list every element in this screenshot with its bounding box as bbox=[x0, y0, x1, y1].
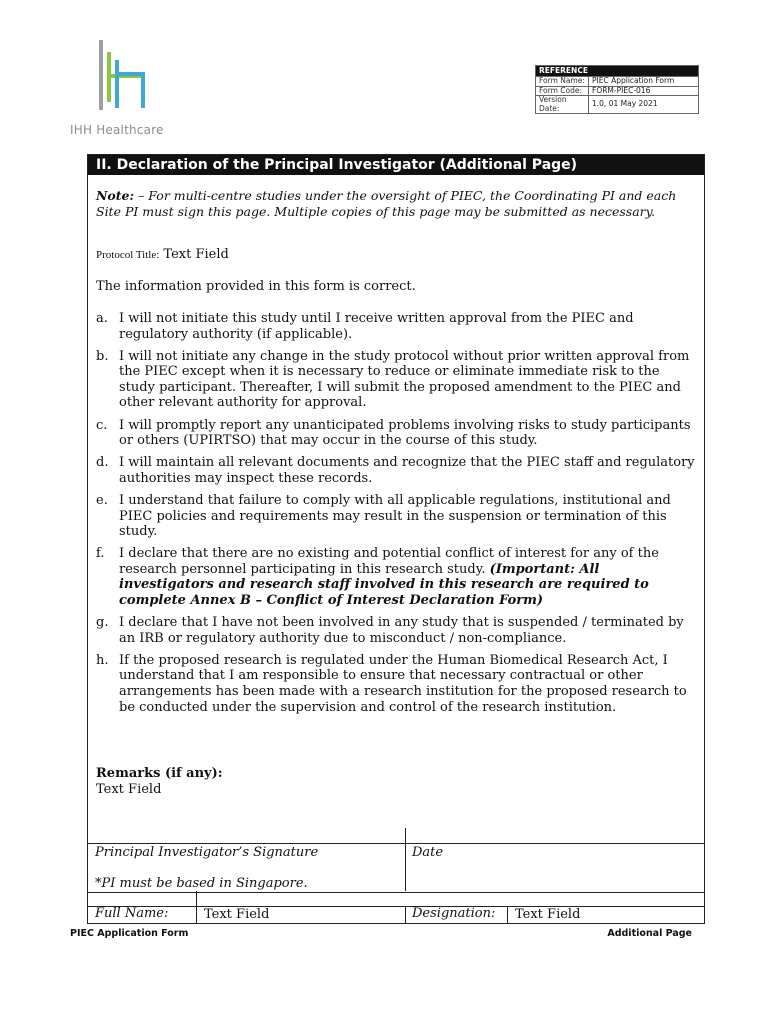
protocol-label: Protocol Title: bbox=[96, 249, 160, 261]
ref-label: Form Name: bbox=[536, 77, 589, 87]
item-text: I will maintain all relevant documents and recognize that the PIEC staff and regulatory authorities may inspect these records. bbox=[119, 455, 695, 486]
item-mark: g. bbox=[96, 615, 109, 631]
logo-text: IHH Healthcare bbox=[70, 123, 164, 137]
ref-label: Form Code: bbox=[536, 86, 589, 96]
item-text: I declare that there are no existing and potential conflict of interest for any of the research personnel participating in this research study. bbox=[119, 546, 659, 577]
protocol-title-field[interactable]: Text Field bbox=[163, 247, 229, 262]
pi-note: *PI must be based in Singapore. bbox=[95, 876, 308, 891]
ref-value: FORM-PIEC-016 bbox=[589, 86, 699, 96]
item-mark: d. bbox=[96, 455, 109, 471]
signature-label: Principal Investigator’s Signature bbox=[95, 845, 319, 860]
ref-value: PIEC Application Form bbox=[589, 77, 699, 87]
designation-label: Designation: bbox=[412, 906, 496, 921]
declaration-list bbox=[96, 311, 696, 722]
statement: The information provided in this form is correct. bbox=[96, 279, 416, 294]
list-item bbox=[96, 493, 696, 540]
declaration-form bbox=[87, 154, 705, 924]
list-item bbox=[96, 311, 696, 342]
item-mark: e. bbox=[96, 492, 108, 508]
divider bbox=[507, 906, 508, 924]
reference-header: REFERENCE bbox=[536, 66, 699, 77]
list-item bbox=[96, 418, 696, 449]
item-text: I declare that I have not been involved in any study that is suspended / terminated by an IRB or regulatory authority due to misconduct / non-compliance. bbox=[119, 615, 684, 646]
full-name-field[interactable]: Text Field bbox=[204, 907, 270, 922]
ref-value: 1.0, 01 May 2021 bbox=[589, 96, 699, 114]
remarks-field[interactable]: Text Field bbox=[96, 782, 162, 797]
item-mark: b. bbox=[96, 348, 109, 364]
reference-box bbox=[535, 65, 699, 114]
name-row bbox=[88, 906, 704, 925]
list-item bbox=[96, 455, 696, 486]
divider bbox=[196, 891, 197, 924]
item-mark: a. bbox=[96, 311, 108, 326]
item-mark: h. bbox=[96, 652, 109, 668]
item-mark: c. bbox=[96, 417, 108, 433]
ref-label: Version Date: bbox=[536, 96, 589, 114]
divider bbox=[405, 906, 406, 924]
note bbox=[96, 188, 696, 219]
footer-page-label: Additional Page bbox=[607, 928, 692, 939]
section-title: II. Declaration of the Principal Investigator (Additional Page) bbox=[88, 155, 704, 175]
divider bbox=[405, 828, 406, 891]
list-item bbox=[96, 546, 696, 608]
list-item bbox=[96, 653, 696, 715]
remarks-label: Remarks (if any): bbox=[96, 766, 223, 781]
item-text: I will not initiate any change in the study protocol without prior written approval from the PIEC except when it is necessary to reduce or eliminate immediate risk to the study participant. Thereafter, I will submit the proposed amendment to the PIEC and other relevant authority for approval. bbox=[119, 348, 690, 411]
list-item bbox=[96, 615, 696, 646]
list-item bbox=[96, 349, 696, 411]
item-text: If the proposed research is regulated under the Human Biomedical Research Act, I understand that I am responsible to ensure that necessary contractual or other arrangements has been made with a research institution for the proposed research to be conducted under the supervision and control of the research institution. bbox=[119, 652, 687, 715]
item-important: (Important: All investigators and research staff involved in this research are required to complete Annex B – Conflict of Interest Declaration Form) bbox=[119, 561, 649, 608]
item-mark: f. bbox=[96, 546, 105, 562]
protocol-title bbox=[96, 247, 229, 262]
full-name-label: Full Name: bbox=[95, 906, 169, 921]
item-text: I will promptly report any unanticipated problems involving risks to study participants or others (UPIRTSO) that may occur in the course of this study. bbox=[119, 417, 691, 449]
item-text: I understand that failure to comply with all applicable regulations, institutional and PIEC policies and requirements may result in the suspension or termination of this study. bbox=[119, 492, 671, 540]
note-text: – For multi-centre studies under the oversight of PIEC, the Coordinating PI and each Site PI must sign this page. Multiple copies of this page may be submitted as necessary. bbox=[96, 188, 677, 219]
footer-form-name: PIEC Application Form bbox=[70, 928, 189, 939]
date-label: Date bbox=[412, 845, 444, 860]
item-text: I will not initiate this study until I receive written approval from the PIEC and regulatory authority (if applicable). bbox=[119, 311, 634, 342]
designation-field[interactable]: Text Field bbox=[515, 907, 581, 922]
note-label: Note: bbox=[96, 188, 135, 203]
